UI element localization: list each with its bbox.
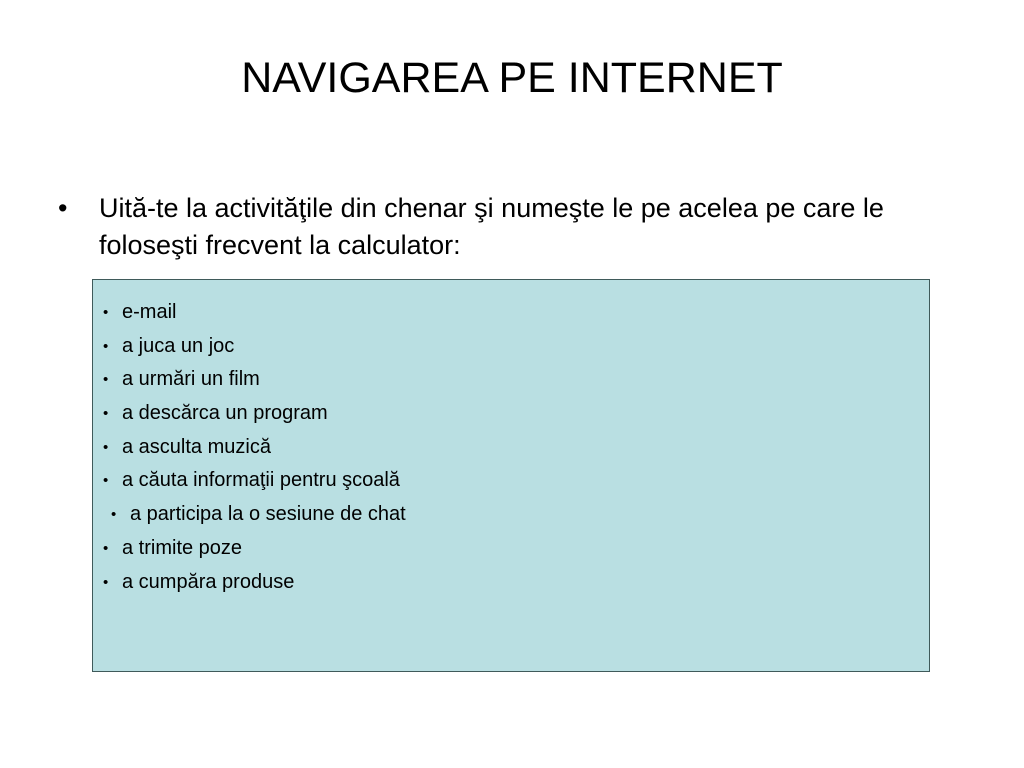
activity-label: a asculta muzică (122, 435, 271, 458)
activity-item-film (103, 363, 929, 397)
bullet-icon: • (103, 573, 109, 591)
activity-item-photos (103, 532, 929, 566)
bullet-icon: • (58, 193, 68, 223)
activity-item-game (103, 330, 929, 364)
bullet-icon: • (103, 539, 109, 557)
activity-item-school-search (103, 464, 929, 498)
bullet-icon: • (103, 304, 109, 321)
activity-item-download (103, 397, 929, 431)
activity-item-email (103, 296, 929, 330)
activity-label: a cumpăra produse (122, 570, 295, 593)
activity-label: a urmări un film (122, 368, 260, 391)
bullet-icon: • (111, 506, 117, 524)
activity-label: e-mail (122, 301, 177, 323)
bullet-icon: • (103, 405, 109, 423)
activity-list (93, 296, 929, 599)
activity-label: a juca un joc (122, 334, 235, 357)
instruction-text: Uită-te la activităţile din chenar şi numeşte le pe acelea pe care le foloseşti frecvent la calculator: (99, 193, 884, 260)
activity-label: a participa la o sesiune de chat (130, 503, 406, 526)
slide-title: NAVIGAREA PE INTERNET (241, 54, 783, 102)
activity-item-shopping (103, 566, 929, 600)
bullet-icon: • (103, 371, 109, 389)
bullet-icon: • (103, 337, 109, 355)
bullet-icon: • (103, 438, 109, 456)
activity-label: a căuta informaţii pentru şcoală (122, 469, 400, 492)
activity-label: a descărca un program (122, 402, 328, 425)
activity-item-chat (103, 498, 929, 532)
instruction-bullet (58, 190, 958, 264)
activity-item-music (103, 431, 929, 465)
activity-box (92, 279, 930, 672)
bullet-icon: • (103, 472, 109, 490)
activity-label: a trimite poze (122, 536, 243, 559)
